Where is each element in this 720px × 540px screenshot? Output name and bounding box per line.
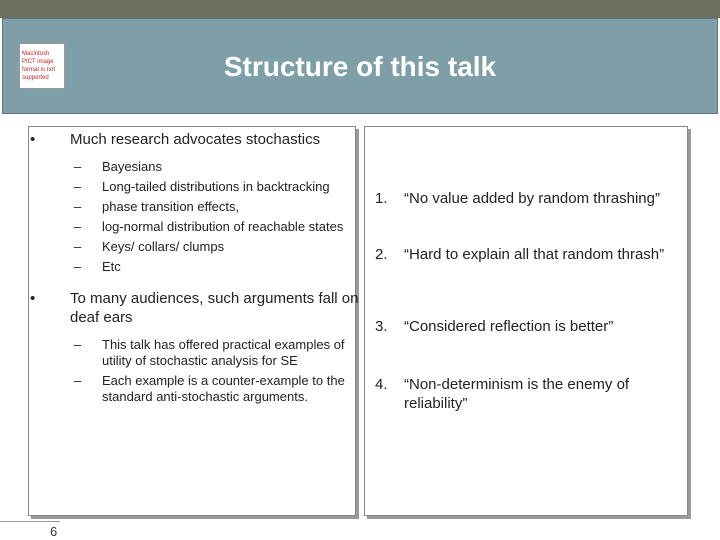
sub-item: – Bayesians (74, 159, 162, 174)
slide (0, 18, 720, 540)
bullet-text: Much research advocates stochastics (70, 131, 321, 148)
left-content (30, 126, 360, 409)
footer-divider (0, 521, 60, 522)
sub-item: – phase transition effects, (74, 199, 240, 214)
bullet-dot-icon: • (30, 131, 36, 148)
bullet-item (30, 289, 360, 327)
right-content-box (364, 126, 688, 516)
bullet-item (30, 130, 360, 149)
sub-list (30, 159, 360, 275)
sub-item: – Etc (74, 259, 121, 274)
numbered-item: 2. “Hard to explain all that random thrash” (375, 246, 665, 263)
numbered-item: 3. “Considered reflection is better” (375, 318, 614, 335)
logo-text: Macintosh PICT image format is not supported (22, 51, 56, 81)
bullet-text: To many audiences, such arguments fall on deaf ears (70, 290, 359, 326)
slide-title: Structure of this talk (223, 51, 497, 82)
sub-list (30, 337, 360, 405)
bullet-dot-icon: • (30, 290, 36, 307)
sub-item: – This talk has offered practical examples of utility of stochastic analysis for SE (74, 337, 345, 368)
sub-item: – Long-tailed distributions in backtracking (74, 179, 330, 194)
sub-item: – Keys/ collars/ clumps (74, 239, 225, 254)
sub-item: – log-normal distribution of reachable states (74, 219, 344, 234)
page-number: 6 (50, 524, 58, 539)
sub-item: – Each example is a counter-example to the standard anti-stochastic arguments. (74, 373, 345, 404)
slide-header (2, 18, 718, 114)
numbered-item: 1. “No value added by random thrashing” (375, 190, 660, 207)
numbered-item: 4. “Non-determinism is the enemy of reliability” (375, 376, 630, 412)
